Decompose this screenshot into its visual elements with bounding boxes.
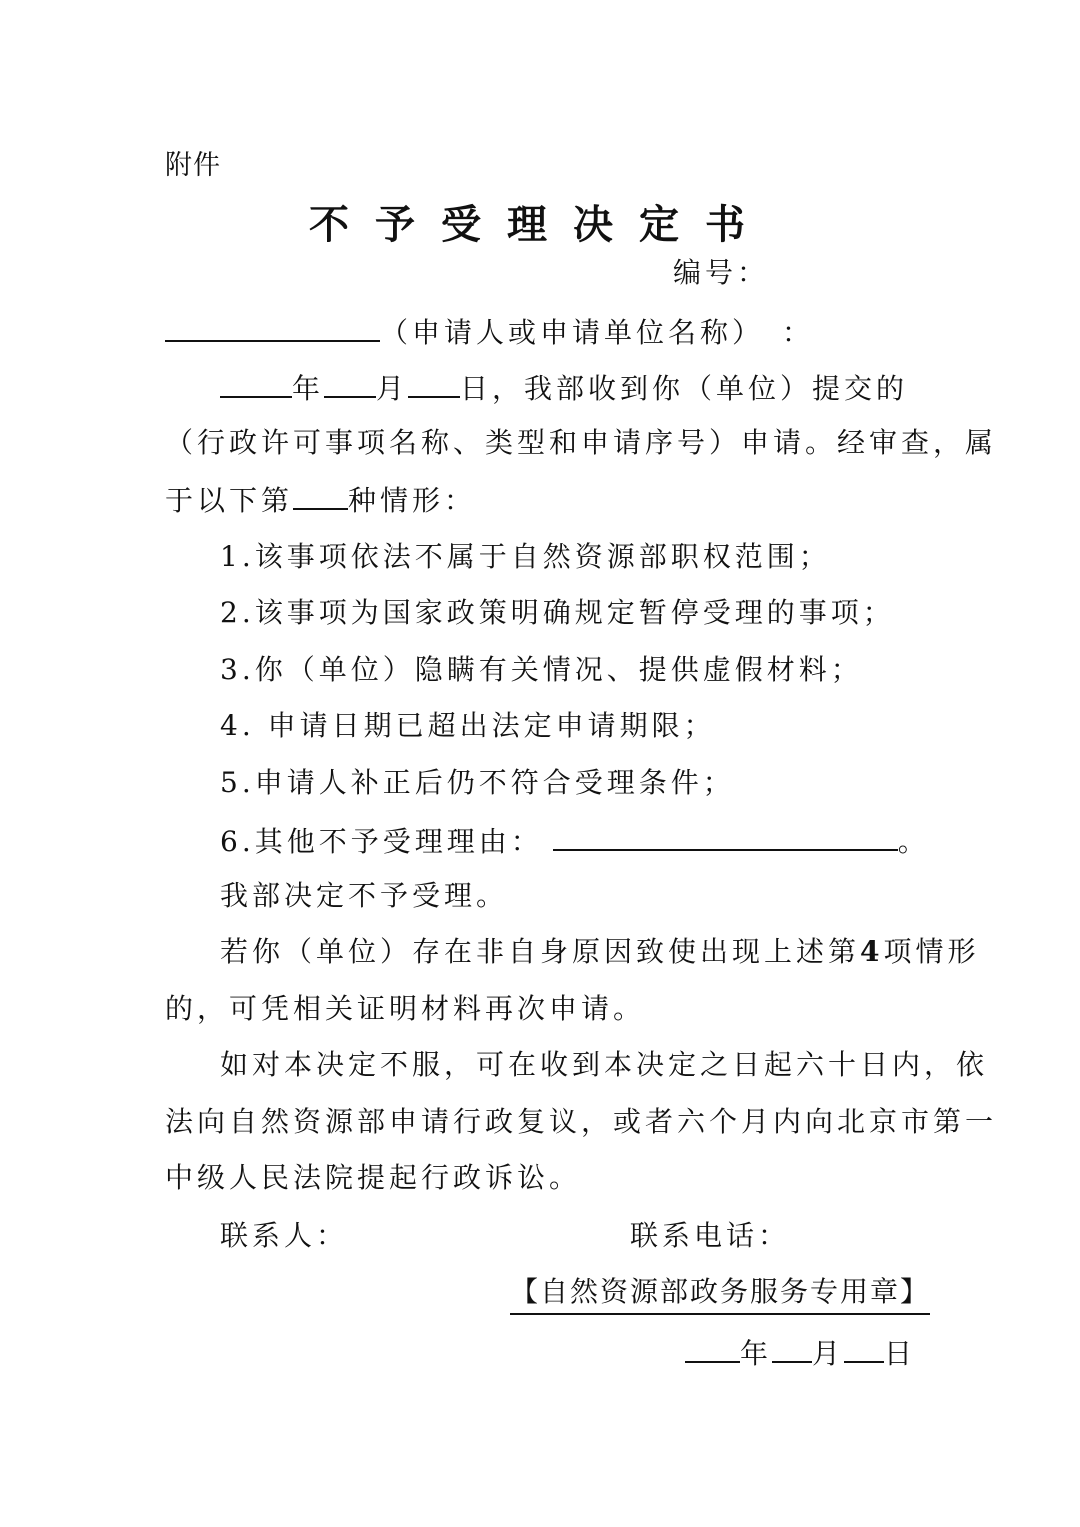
addressee-blank: [165, 312, 380, 342]
case-item-1: 1.该事项依法不属于自然资源部职权范围；: [220, 540, 831, 573]
case-item-5: 5.申请人补正后仍不符合受理条件；: [220, 766, 735, 799]
intro-line-3-suffix: 种情形：: [348, 484, 477, 517]
date-day-blank: [844, 1333, 884, 1363]
intro-month: 月: [376, 372, 409, 405]
case-item-6: [220, 821, 930, 861]
date-month-label: 月: [812, 1337, 845, 1370]
intro-line-2: （行政许可事项名称、类型和申请序号）申请。经审查，属: [165, 426, 998, 459]
reapply-line-1: [220, 933, 980, 971]
appeal-line-1: 如对本决定不服，可在收到本决定之日起六十日内，依: [220, 1048, 989, 1081]
day-blank: [408, 368, 460, 398]
addressee-line: [165, 312, 814, 352]
intro-line-3-prefix: 于以下第: [165, 484, 294, 517]
case-number-blank: [293, 480, 348, 510]
date-year-blank: [685, 1333, 740, 1363]
other-reason-blank: [553, 821, 898, 851]
intro-line-1: [220, 368, 908, 408]
signature-date: [685, 1333, 916, 1373]
document-title: 不予受理决定书: [309, 202, 771, 248]
contact-phone-label: 联系电话：: [630, 1219, 791, 1252]
date-month-blank: [772, 1333, 812, 1363]
attachment-label: 附件: [165, 150, 221, 181]
intro-day-text: 日，我部收到你（单位）提交的: [460, 372, 909, 405]
addressee-suffix: （申请人或申请单位名称） ：: [380, 316, 815, 349]
appeal-line-2: 法向自然资源部申请行政复议，或者六个月内向北京市第一: [165, 1105, 998, 1138]
intro-line-3: [165, 480, 476, 520]
reapply-line-2: 的，可凭相关证明材料再次申请。: [165, 992, 646, 1025]
case-item-2: 2.该事项为国家政策明确规定暂停受理的事项；: [220, 596, 895, 629]
decision-text: 我部决定不予受理。: [220, 879, 509, 912]
case-item-3: 3.你（单位）隐瞒有关情况、提供虚假材料；: [220, 653, 863, 686]
reapply-case-number: 4: [860, 935, 884, 968]
case-item-4: 4. 申请日期已超出法定申请期限；: [220, 709, 716, 742]
year-blank: [220, 368, 292, 398]
contact-person-label: 联系人：: [220, 1219, 349, 1252]
official-seal-text: 【自然资源部政务服务专用章】: [510, 1273, 930, 1315]
reapply-line-1-suffix: 项情形: [883, 935, 980, 968]
reapply-line-1-prefix: 若你（单位）存在非自身原因致使出现上述第: [220, 935, 861, 968]
date-day-label: 日: [884, 1337, 917, 1370]
month-blank: [324, 368, 376, 398]
case-item-6-end: 。: [897, 825, 930, 858]
date-year-label: 年: [740, 1337, 773, 1370]
appeal-line-3: 中级人民法院提起行政诉讼。: [165, 1161, 582, 1194]
serial-number-label: 编号：: [673, 256, 770, 289]
case-item-6-text: 6.其他不予受理理由：: [220, 825, 543, 858]
intro-year: 年: [292, 372, 325, 405]
